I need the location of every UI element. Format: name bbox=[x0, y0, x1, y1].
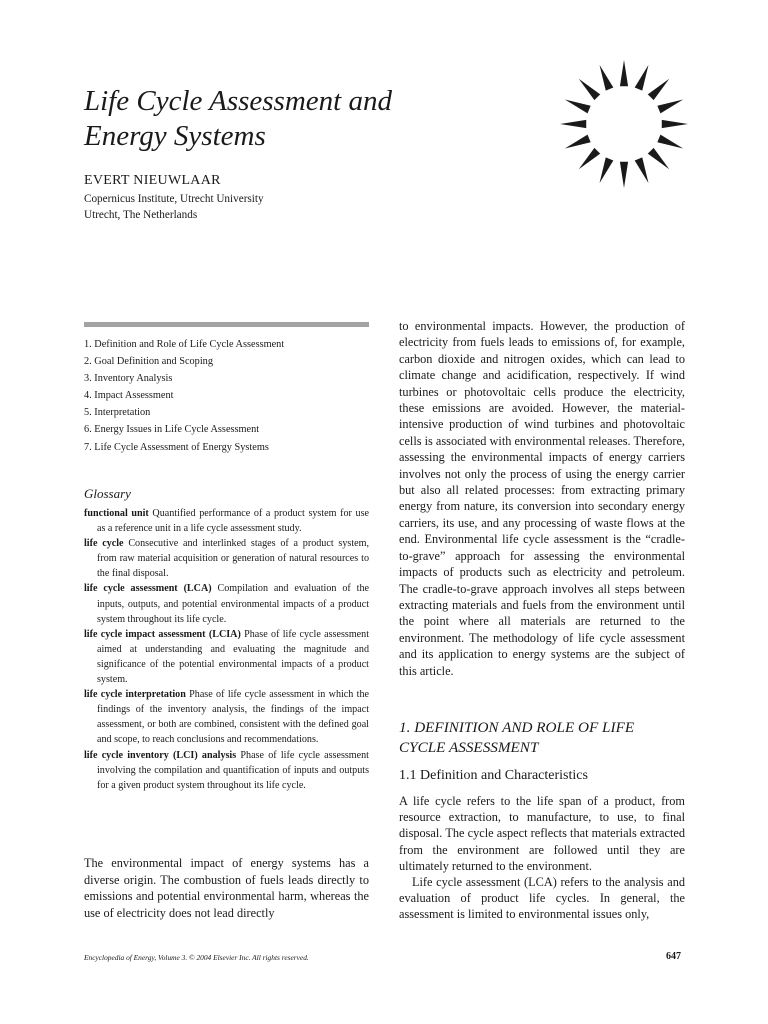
glossary-entry bbox=[84, 687, 369, 747]
section-heading bbox=[399, 718, 685, 757]
glossary-term: life cycle assessment (LCA) bbox=[84, 583, 212, 595]
glossary-definition: Phase of life cycle assessment involving the compilation and quantification of inputs and outputs for a given product system throughout its life cycle. bbox=[97, 749, 369, 791]
section-heading-line-2: CYCLE ASSESSMENT bbox=[399, 738, 539, 756]
glossary-definition: Phase of life cycle assessment aimed at understanding and evaluating the magnitude and significance of the potential environmental impacts of a product system. bbox=[97, 628, 370, 686]
body-paragraph: A life cycle refers to the life span of a product, from resource extraction, to manufacture, to use, to final disposal. The cycle aspect reflects that materials extracted from the environment are followed until they are ultimately returned to the environment. bbox=[399, 794, 685, 873]
article-title bbox=[84, 84, 504, 154]
intro-paragraph-right bbox=[399, 318, 685, 679]
sun-ray bbox=[565, 100, 591, 114]
sun-ray bbox=[579, 148, 600, 169]
sun-ray bbox=[565, 135, 591, 149]
intro-paragraph-left bbox=[84, 855, 369, 921]
toc-item[interactable]: 5. Interpretation bbox=[84, 407, 151, 419]
sun-ray bbox=[600, 157, 614, 183]
toc-item[interactable]: 1. Definition and Role of Life Cycle Assessment bbox=[84, 339, 285, 350]
author-affiliation bbox=[84, 192, 264, 223]
toc-item[interactable]: 2. Goal Definition and Scoping bbox=[84, 356, 213, 368]
sun-ray bbox=[657, 135, 683, 149]
toc-item[interactable]: 4. Impact Assessment bbox=[84, 390, 174, 402]
glossary-term: life cycle interpretation bbox=[84, 689, 186, 701]
page-number: 647 bbox=[666, 951, 681, 962]
glossary-entry bbox=[84, 581, 369, 626]
sun-ray bbox=[657, 100, 683, 114]
glossary-term: functional unit bbox=[84, 508, 149, 519]
section-heading-line-1: 1. DEFINITION AND ROLE OF LIFE bbox=[399, 719, 635, 736]
sun-ray bbox=[662, 120, 688, 128]
sun-ray bbox=[635, 157, 649, 183]
body-paragraph: to environmental impacts. However, the production of electricity from fuels leads to emissions of, for example, carbon dioxide and nitrogen oxides, which can lead to climate change and acidification, respectively. If wind turbines or photovoltaic cells produce the electricity, these emissions are avoided. However, the material-intensive production of wind turbines and photovoltaic cells is associated with environmental releases. Therefore, assessing the environmental impacts of energy carriers involves not only the process of using the energy carrier but also all related processes: from extracting primary energy from nature, its conversion into secondary energy carriers, its use, and any processing of waste flows at the end. Environmental life cycle assessment is the “cradle-to-grave” approach for assessing the environmental impacts of products such as electricity and petroleum. The cradle-to-grave approach involves all steps between extracting materials and fuels from the environment until the point where all materials are returned to the environment. The methodology of life cycle assessment and its application to energy systems are the subject of this article. bbox=[399, 319, 685, 678]
toc-item[interactable]: 7. Life Cycle Assessment of Energy Systems bbox=[84, 441, 269, 453]
sun-ray bbox=[560, 120, 586, 128]
sun-icon bbox=[556, 56, 692, 192]
sun-ray bbox=[579, 79, 600, 100]
body-paragraph: The environmental impact of energy systems has a diverse origin. The combustion of fuels leads directly to emissions and potential environmental harm, whereas the use of electricity does not lead directly bbox=[84, 856, 369, 920]
glossary-entry bbox=[84, 748, 369, 793]
toc-item[interactable]: 6. Energy Issues in Life Cycle Assessment bbox=[84, 424, 260, 436]
sun-ray bbox=[620, 60, 628, 86]
table-of-contents bbox=[84, 336, 374, 456]
affiliation-line-1: Copernicus Institute, Utrecht University bbox=[84, 193, 264, 205]
article-title-line-2: Energy Systems bbox=[84, 120, 266, 152]
glossary bbox=[84, 506, 369, 793]
glossary-entry bbox=[84, 627, 369, 687]
section-body bbox=[399, 793, 685, 923]
affiliation-line-2: Utrecht, The Netherlands bbox=[84, 208, 198, 221]
glossary-definition: Quantified performance of a product system for use as a reference unit in a life cycle assessment study. bbox=[97, 508, 369, 535]
glossary-definition: Consecutive and interlinked stages of a product system, from raw material acquisition or generation of natural resources to the final disposal. bbox=[97, 538, 369, 580]
glossary-term: life cycle bbox=[84, 538, 124, 550]
glossary-term: life cycle inventory (LCI) analysis bbox=[84, 749, 237, 761]
glossary-entry bbox=[84, 506, 369, 536]
glossary-entry bbox=[84, 536, 369, 581]
sun-ray bbox=[648, 79, 669, 100]
sun-ray bbox=[620, 162, 628, 188]
glossary-definition: Compilation and evaluation of the inputs, outputs, and potential environmental impacts of a product system throughout its life cycle. bbox=[97, 583, 369, 625]
sun-ray bbox=[648, 148, 669, 169]
body-paragraph: Life cycle assessment (LCA) refers to the analysis and evaluation of product life cycles. In general, the assessment is limited to environmental issues only, bbox=[399, 875, 685, 922]
glossary-term: life cycle impact assessment (LCIA) bbox=[84, 628, 241, 640]
glossary-definition: Phase of life cycle assessment in which the findings of the inventory analysis, the findings of the impact assessment, or both are combined, consistent with the defined goal and scope, to reach conclusions and recommendations. bbox=[97, 689, 370, 746]
sun-ray bbox=[600, 65, 614, 91]
citation-footer: Encyclopedia of Energy, Volume 3. © 2004 Elsevier Inc. All rights reserved. bbox=[84, 953, 309, 962]
toc-item[interactable]: 3. Inventory Analysis bbox=[84, 373, 173, 385]
subsection-heading: 1.1 Definition and Characteristics bbox=[399, 768, 588, 783]
article-title-line-1: Life Cycle Assessment and bbox=[84, 85, 392, 117]
author-name: EVERT NIEUWLAAR bbox=[84, 173, 221, 188]
toc-divider bbox=[84, 322, 369, 327]
glossary-heading: Glossary bbox=[84, 486, 131, 501]
sun-ray bbox=[635, 65, 649, 91]
